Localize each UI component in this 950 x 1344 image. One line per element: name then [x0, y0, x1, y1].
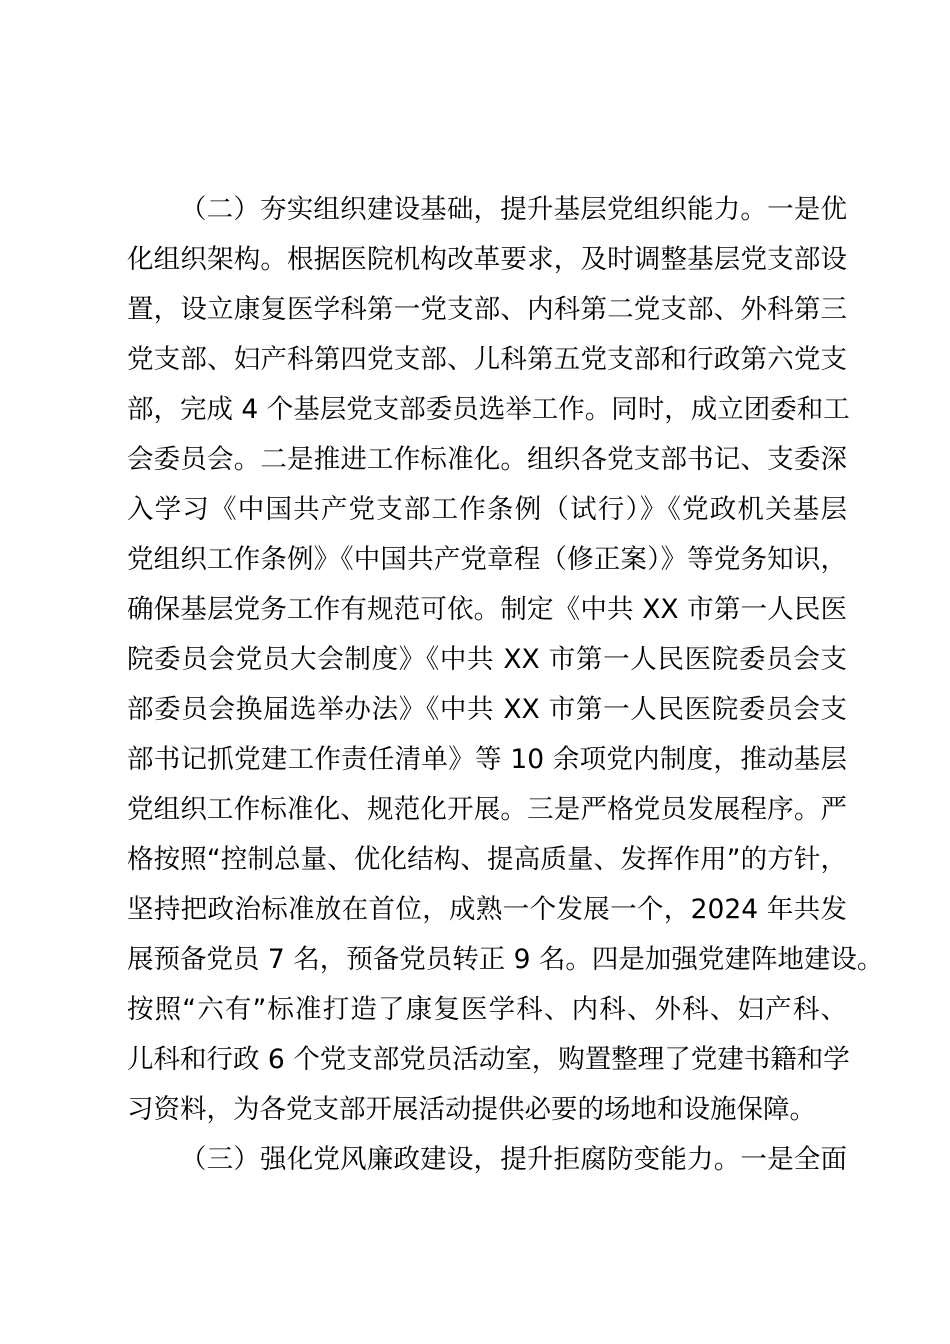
text-line: 部，完成 4 个基层党支部委员选举工作。同时，成立团委和工: [127, 394, 850, 425]
text-line: 党组织工作条例》《中国共产党章程（修正案）》等党务知识，: [127, 544, 847, 575]
text-line: 展预备党员 7 名，预备党员转正 9 名。四是加强党建阵地建设。: [127, 944, 884, 975]
text-line: 化组织架构。根据医院机构改革要求，及时调整基层党支部设: [127, 244, 847, 275]
paragraph-end-line: 习资料，为各党支部开展活动提供必要的场地和设施保障。: [127, 1094, 816, 1125]
text-line: 入学习《中国共产党支部工作条例（试行）》《党政机关基层: [127, 494, 847, 525]
text-line: 置，设立康复医学科第一党支部、内科第二党支部、外科第三: [127, 294, 847, 325]
text-line: 部委员会换届选举办法》《中共 XX 市第一人民医院委员会支: [127, 694, 847, 725]
text-line: 格按照“控制总量、优化结构、提高质量、发挥作用”的方针，: [127, 844, 847, 875]
text-line: 确保基层党务工作有规范可依。制定《中共 XX 市第一人民医: [127, 594, 847, 625]
text-line: 儿科和行政 6 个党支部党员活动室，购置整理了党建书籍和学: [127, 1044, 850, 1075]
text-line: 院委员会党员大会制度》《中共 XX 市第一人民医院委员会支: [127, 644, 847, 675]
text-line: 党组织工作标准化、规范化开展。三是严格党员发展程序。严: [127, 794, 847, 825]
body-text: [127, 185, 884, 1185]
text-line: 坚持把政治标准放在首位，成熟一个发展一个，2024 年共发: [127, 894, 847, 925]
paragraph-2-heading-line: （二）夯实组织建设基础，提升基层党组织能力。一是优: [180, 194, 847, 225]
paragraph-3-heading-line: （三）强化党风廉政建设，提升拒腐防变能力。一是全面: [180, 1144, 847, 1175]
text-line: 党支部、妇产科第四党支部、儿科第五党支部和行政第六党支: [127, 344, 847, 375]
text-line: 按照“六有”标准打造了康复医学科、内科、外科、妇产科、: [127, 994, 847, 1025]
text-line: 部书记抓党建工作责任清单》等 10 余项党内制度，推动基层: [127, 744, 847, 775]
text-line: 会委员会。二是推进工作标准化。组织各党支部书记、支委深: [127, 444, 847, 475]
